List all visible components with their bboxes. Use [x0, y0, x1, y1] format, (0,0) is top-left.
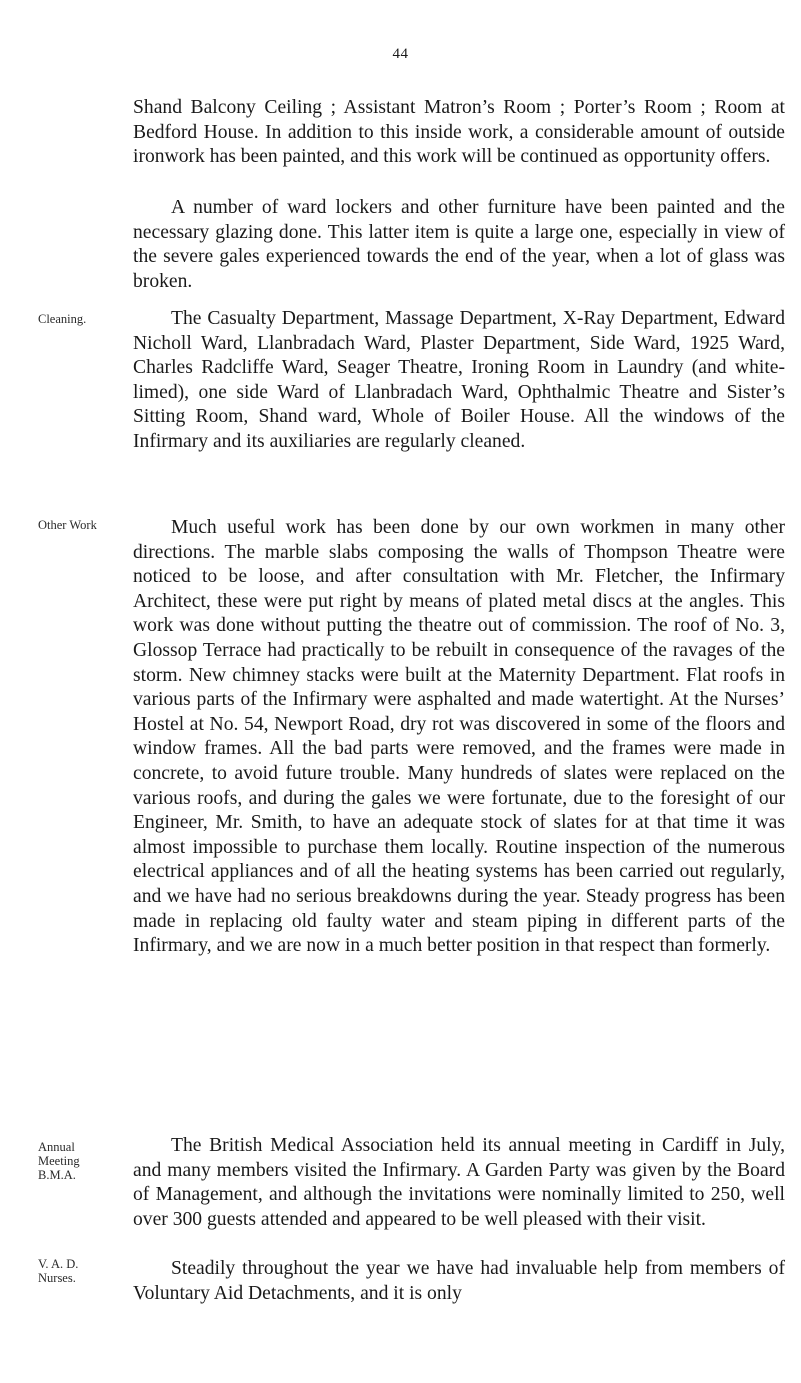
margin-note-line: Meeting — [38, 1154, 80, 1168]
paragraph-5 — [133, 1134, 785, 1232]
paragraph-1 — [133, 96, 785, 170]
paragraph-text: Steadily throughout the year we have had invaluable help from members of Voluntary Aid Detachments, and it is only — [133, 1258, 785, 1304]
margin-note-line: Nurses. — [38, 1271, 76, 1285]
margin-note-line: B.M.A. — [38, 1168, 76, 1182]
margin-note-line: Annual — [38, 1140, 75, 1154]
margin-note-line: Cleaning. — [38, 312, 87, 326]
paragraph-text: Shand Balcony Ceiling ; Assistant Matron’s Room ; Porter’s Room ; Room at Bedford House. In addition to this inside work, a considerable amount of outside ironwork has been painted, and this work will be continued as opportunity offers. — [133, 97, 785, 168]
margin-note-vad-nurses — [38, 1257, 130, 1285]
paragraph-text: The Casualty Department, Massage Department, X-Ray Department, Edward Nicholl Ward, Llanbradach Ward, Plaster Department, Side Ward, 1925 Ward, Charles Radcliffe Ward, Seager Theatre, Ironing Room in Laundry (and white-limed), one side Ward of Llanbradach Ward, Ophthalmic Theatre and Sister’s Sitting Room, Shand ward, Whole of Boiler House. All the windows of the Infirmary and its auxiliaries are regularly cleaned. — [133, 308, 785, 452]
margin-note-line: V. A. D. — [38, 1257, 79, 1271]
paragraph-text: Much useful work has been done by our own workmen in many other directions. The marble slabs composing the walls of Thompson Theatre were noticed to be loose, and after consultation with Mr. Fletcher, the Infirmary Architect, these were put right by means of plated metal discs at the angles. This work was done without putting the theatre out of commission. The roof of No. 3, Glossop Terrace had practically to be rebuilt in consequence of the ravages of the storm. New chimney stacks were built at the Maternity Department. Flat roofs in various parts of the Infirmary were asphalted and made watertight. At the Nurses’ Hostel at No. 54, Newport Road, dry rot was discovered in some of the floors and window frames. All the bad parts were removed, and the frames were made in concrete, to avoid future trouble. Many hundreds of slates were replaced on the various roofs, and during the gales we were fortunate, due to the foresight of our Engineer, Mr. Smith, to have an adequate stock of slates for at that time it was almost impossible to purchase them locally. Routine inspection of the numerous electrical appliances and of all the heating systems has been carried out regularly, and we have had no serious breakdowns during the year. Steady progress has been made in replacing old faulty water and steam piping in different parts of the Infirmary, and we are now in a much better position in that respect than formerly. — [133, 517, 785, 957]
paragraph-text: The British Medical Association held its annual meeting in Cardiff in July, and many members visited the Infirmary. A Garden Party was given by the Board of Management, and although the invitations were nominally limited to 250, well over 300 guests attended and appeared to be well pleased with their visit. — [133, 1135, 785, 1230]
page-number: 44 — [392, 46, 409, 62]
margin-note-cleaning — [38, 312, 130, 326]
margin-note-line: Other Work — [38, 518, 97, 532]
paragraph-4 — [133, 516, 785, 959]
paragraph-text: A number of ward lockers and other furniture have been painted and the necessary glazing done. This latter item is quite a large one, especially in view of the severe gales experienced towards the end of the year, when a lot of glass was broken. — [133, 197, 785, 292]
margin-note-annual-meeting — [38, 1140, 130, 1182]
margin-note-other-work — [38, 518, 130, 532]
paragraph-2 — [133, 196, 785, 294]
paragraph-3 — [133, 307, 785, 455]
paragraph-6 — [133, 1257, 785, 1306]
